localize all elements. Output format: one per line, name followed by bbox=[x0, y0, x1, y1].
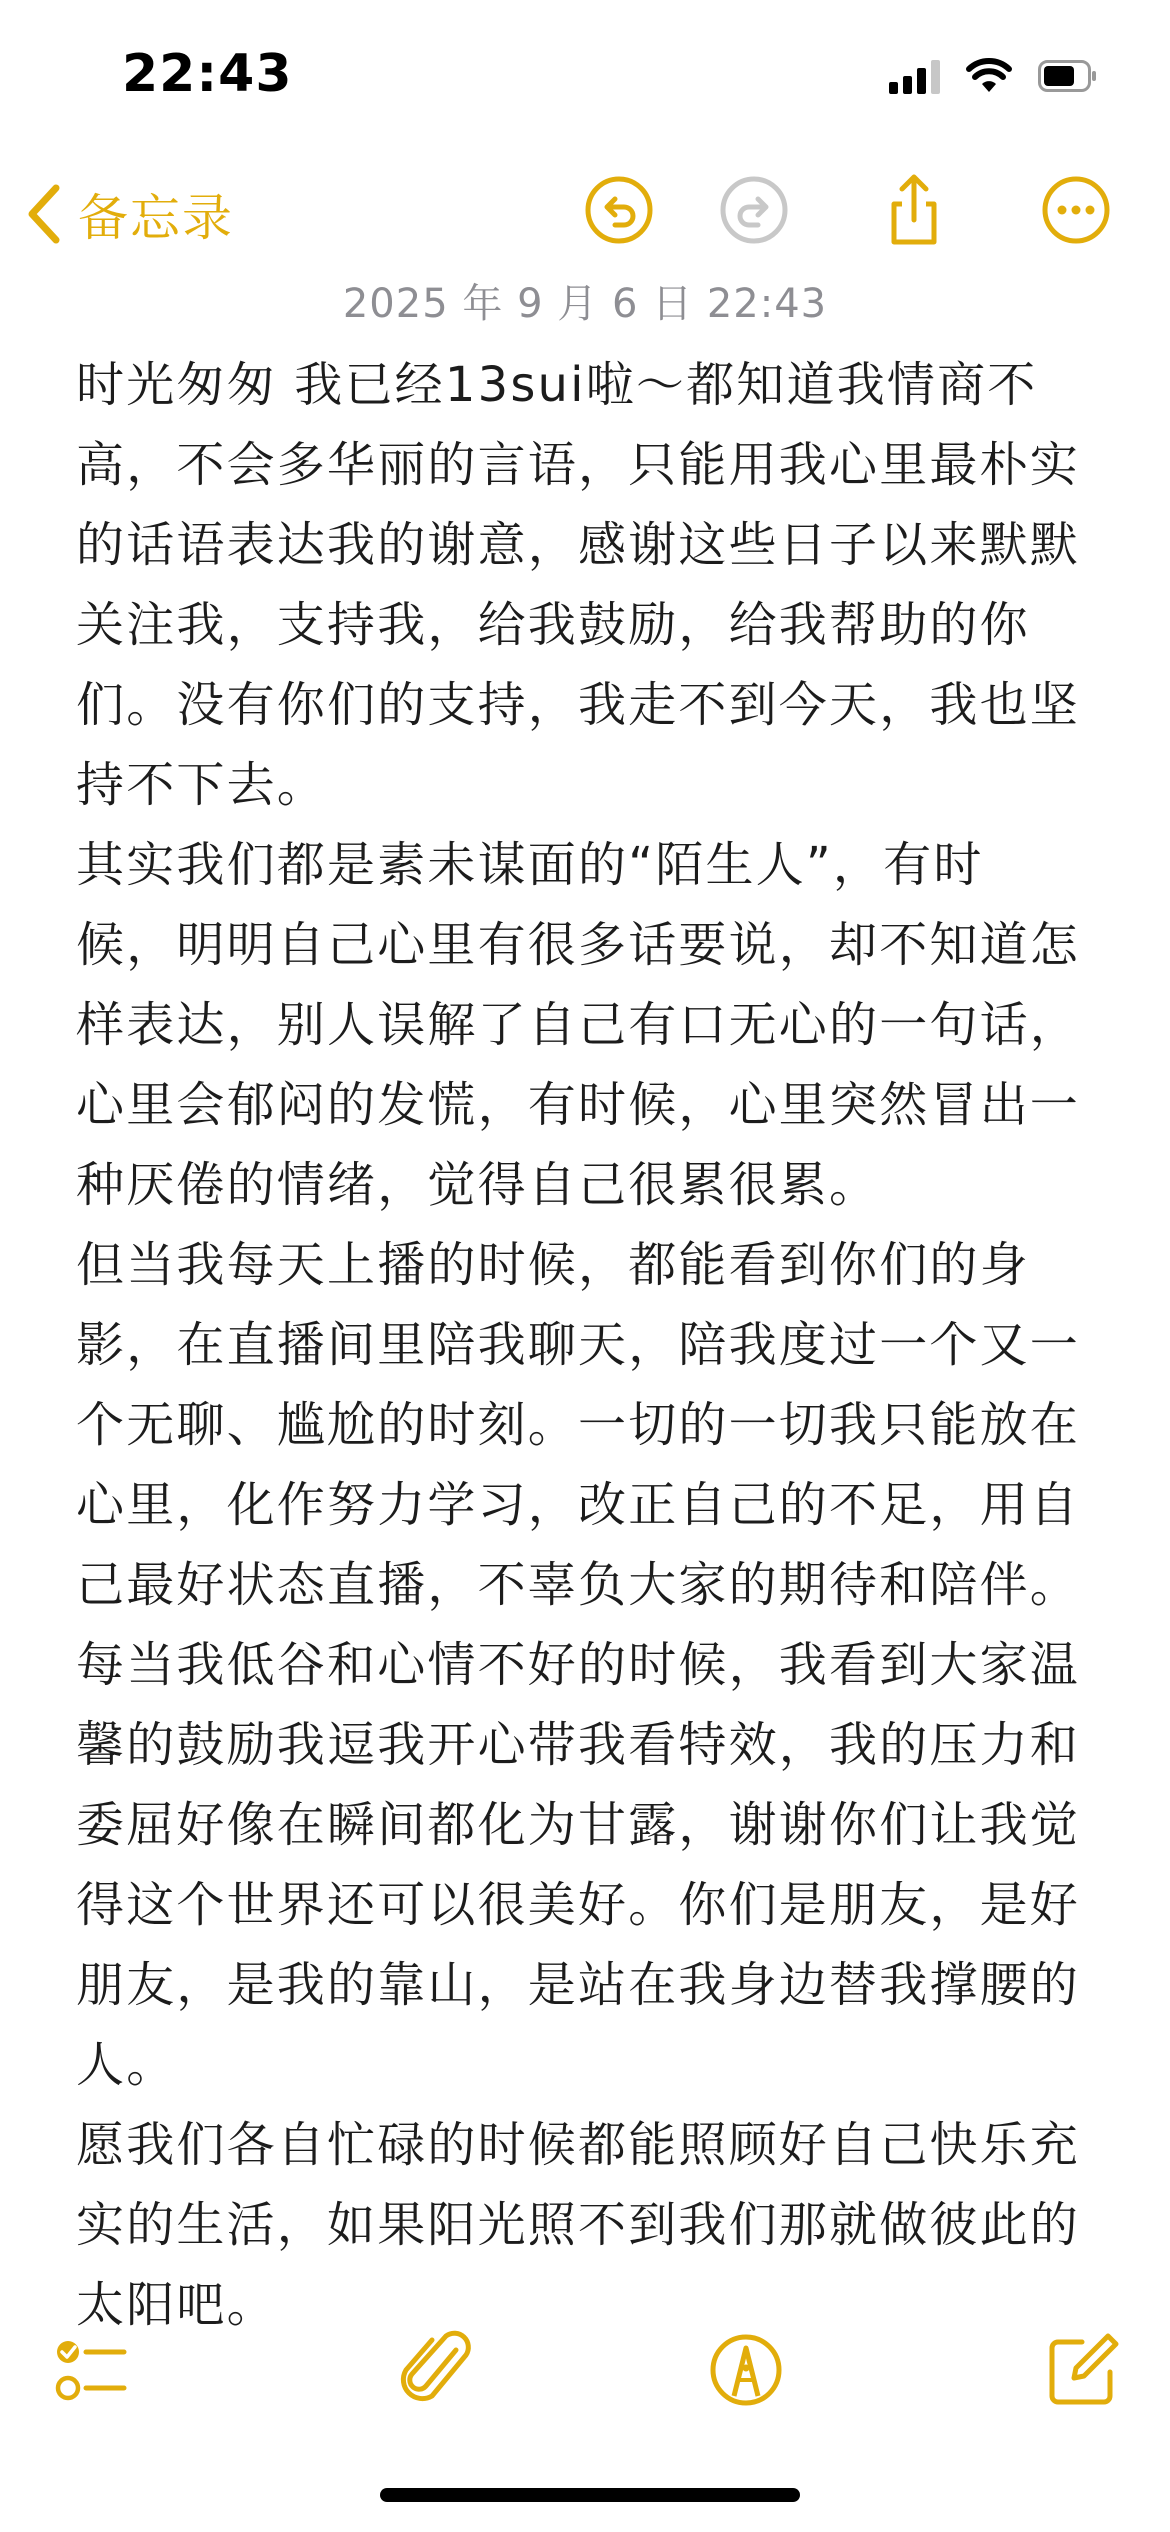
note-line: 个无聊、尴尬的时刻。一切的一切我只能放在 bbox=[76, 1397, 1081, 1453]
wifi-icon bbox=[966, 58, 1012, 94]
note-line: 实的生活，如果阳光照不到我们那就做彼此的 bbox=[76, 2197, 1081, 2253]
note-line: 朋友，是我的靠山，是站在我身边替我撑腰的 bbox=[76, 1957, 1081, 2013]
note-line: 持不下去。 bbox=[76, 757, 328, 813]
chevron-left-icon bbox=[24, 182, 64, 246]
cellular-signal-icon bbox=[889, 58, 940, 94]
share-icon[interactable] bbox=[878, 174, 950, 246]
note-line: 太阳吧。 bbox=[76, 2277, 277, 2333]
note-line: 心里，化作努力学习，改正自己的不足，用自 bbox=[76, 1477, 1081, 1533]
back-label: 备忘录 bbox=[78, 189, 234, 247]
note-line: 候，明明自己心里有很多话要说，却不知道怎 bbox=[76, 917, 1081, 973]
checklist-icon[interactable] bbox=[52, 2330, 132, 2410]
note-date: 2025 年 9 月 6 日 22:43 bbox=[342, 281, 828, 327]
status-icons bbox=[889, 58, 1098, 94]
battery-icon bbox=[1038, 60, 1098, 92]
markup-pen-icon[interactable] bbox=[706, 2330, 786, 2410]
paperclip-icon[interactable] bbox=[398, 2330, 478, 2410]
note-line: 但当我每天上播的时候，都能看到你们的身 bbox=[76, 1237, 1030, 1293]
note-body[interactable] bbox=[76, 345, 1106, 2345]
home-indicator[interactable] bbox=[380, 2488, 800, 2502]
nav-bar bbox=[0, 160, 1170, 270]
note-line: 己最好状态直播，不辜负大家的期待和陪伴。 bbox=[76, 1557, 1081, 1613]
note-line: 样表达，别人误解了自己有口无心的一句话， bbox=[76, 997, 1081, 1053]
note-line: 的话语表达我的谢意，感谢这些日子以来默默 bbox=[76, 517, 1081, 573]
note-line: 关注我，支持我，给我鼓励，给我帮助的你 bbox=[76, 597, 1030, 653]
note-line: 得这个世界还可以很美好。你们是朋友，是好 bbox=[76, 1877, 1081, 1933]
compose-icon[interactable] bbox=[1042, 2330, 1122, 2410]
note-line: 委屈好像在瞬间都化为甘露，谢谢你们让我觉 bbox=[76, 1797, 1081, 1853]
note-line: 愿我们各自忙碌的时候都能照顾好自己快乐充 bbox=[76, 2117, 1081, 2173]
undo-icon[interactable] bbox=[583, 174, 655, 246]
bottom-toolbar bbox=[0, 2330, 1170, 2440]
redo-icon[interactable] bbox=[718, 174, 790, 246]
back-button[interactable] bbox=[24, 178, 234, 250]
note-line: 种厌倦的情绪，觉得自己很累很累。 bbox=[76, 1157, 880, 1213]
note-line: 心里会郁闷的发慌，有时候，心里突然冒出一 bbox=[76, 1077, 1081, 1133]
note-line: 每当我低谷和心情不好的时候，我看到大家温 bbox=[76, 1637, 1081, 1693]
more-icon[interactable] bbox=[1040, 174, 1112, 246]
status-time: 22:43 bbox=[122, 44, 293, 104]
status-bar bbox=[0, 0, 1170, 150]
note-line: 们。没有你们的支持，我走不到今天，我也坚 bbox=[76, 677, 1081, 733]
note-line: 其实我们都是素未谋面的“陌生人”，有时 bbox=[76, 837, 984, 893]
note-line: 人。 bbox=[76, 2037, 177, 2093]
note-line: 时光匆匆 我已经13sui啦～都知道我情商不 bbox=[76, 357, 1038, 413]
note-line: 馨的鼓励我逗我开心带我看特效，我的压力和 bbox=[76, 1717, 1081, 1773]
note-line: 高，不会多华丽的言语，只能用我心里最朴实 bbox=[76, 437, 1081, 493]
note-line: 影，在直播间里陪我聊天，陪我度过一个又一 bbox=[76, 1317, 1081, 1373]
